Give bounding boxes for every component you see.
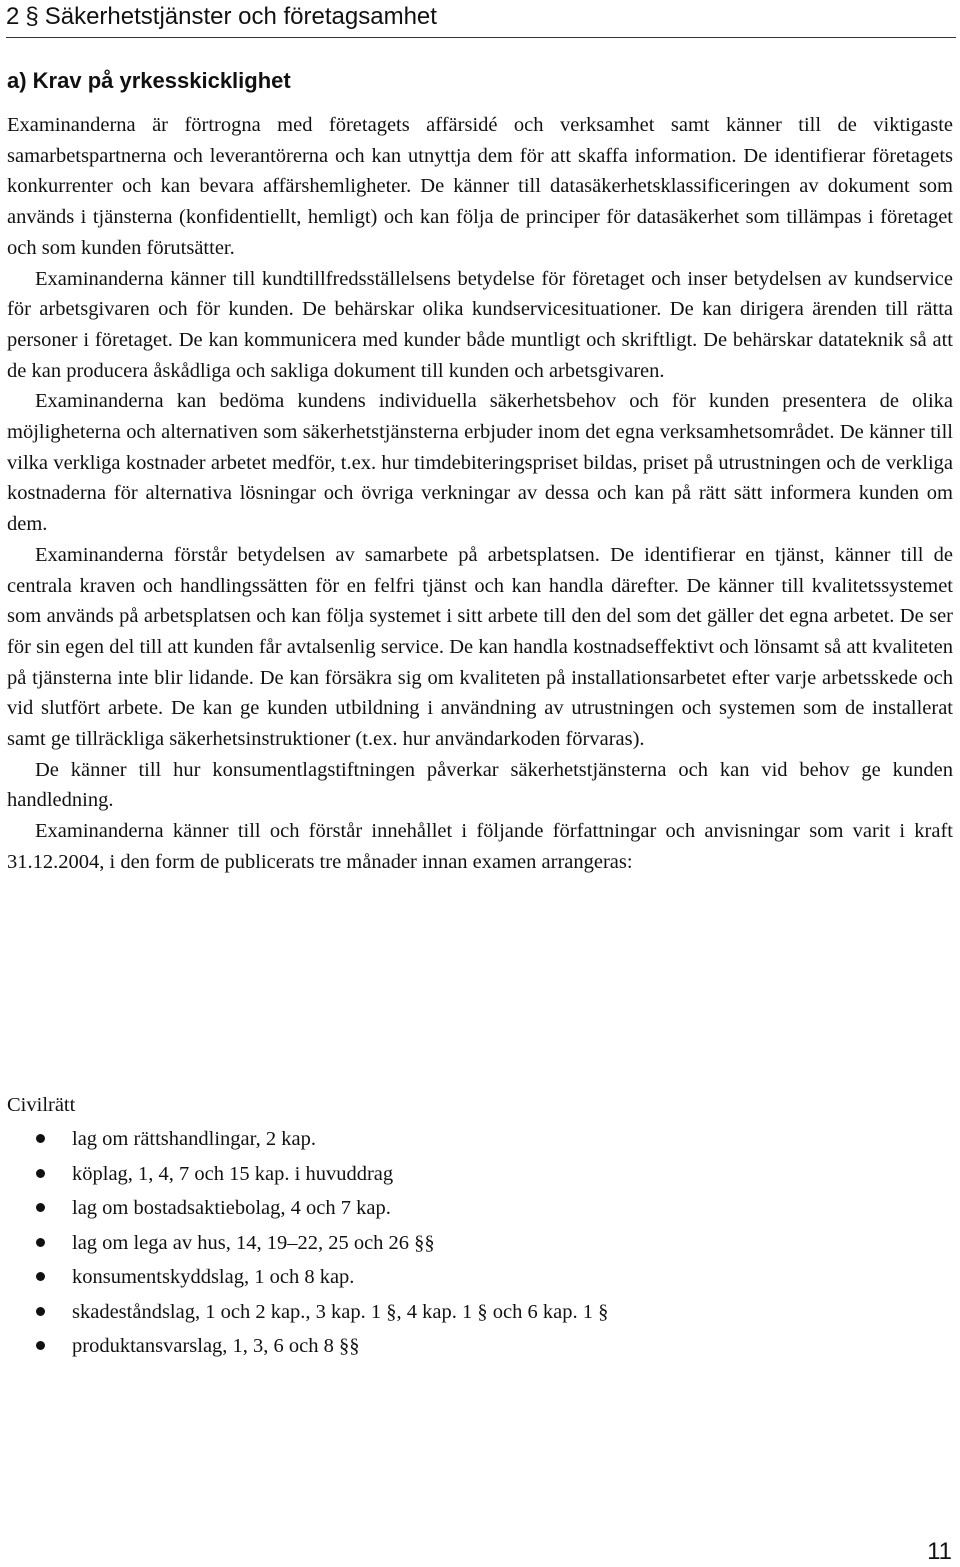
- page-number: 11: [927, 1538, 952, 1565]
- paragraph-customer-service: Examinanderna känner till kundtillfredsställelsens betydelse för företaget och inser betydelsen av kundservice för arbetsgivaren och för kunden. De behärskar olika kundservicesituationer. De kan dirigera ärenden till rätta personer i företaget. De kan kommunicera med kunder både muntligt och skriftligt. De behärskar datateknik så att de kan producera åskådliga och sakliga dokument till kunden och arbetsgivaren.: [7, 267, 953, 382]
- list-item-text: lag om lega av hus, 14, 19–22, 25 och 26 §§: [72, 1231, 435, 1254]
- list-item: [0, 1124, 608, 1159]
- list-item-text: lag om rättshandlingar, 2 kap.: [72, 1128, 316, 1150]
- chapter-title: Säkerhetstjänster och företagsamhet: [44, 3, 437, 30]
- section-sign: §: [25, 3, 39, 30]
- list-item: [0, 1228, 608, 1263]
- section-heading: a) Krav på yrkesskicklighet: [7, 68, 291, 93]
- civil-law-heading: Civilrätt: [7, 1094, 76, 1116]
- bullet-icon: [36, 1203, 45, 1212]
- paragraph-regulations: Examinanderna känner till och förstår innehållet i följande författningar och anvisningar som varit i kraft 31.12.2004, i den form de publicerats tre månader innan examen arrangeras:: [7, 820, 953, 873]
- list-item: [0, 1193, 608, 1228]
- paragraph-business-idea: Examinanderna är förtrogna med företagets affärsidé och verksamhet samt känner till de viktigaste samarbetspartnerna och leverantörerna och kan utnyttja dem för att skaffa information. De identifierar företagets konkurrenter och kan bevara affärshemligheter. De känner till datasäkerhetsklassificeringen av dokument som används i tjänsterna (konfidentiellt, hemligt) och kan följa de principer för datasäkerhet som tillämpas i företaget och som kunden förutsätter.: [7, 114, 953, 259]
- list-item-text: skadeståndslag, 1 och 2 kap., 3 kap. 1 §, 4 kap. 1 § och 6 kap. 1 §: [72, 1300, 609, 1323]
- list-item-text: köplag, 1, 4, 7 och 15 kap. i huvuddrag: [72, 1162, 394, 1185]
- paragraph-cooperation: Examinanderna förstår betydelsen av samarbete på arbetsplatsen. De identifierar en tjänst, känner till de centrala kraven och handlingssätten för en felfri tjänst och kan handla därefter. De känner till kvalitetssystemet som används på arbetsplatsen och kan följa systemet i sitt arbete till den del som det gäller det egna arbetet. De ser för sin egen del till att kunden får avtalsenlig service. De kan handla kostnadseffektivt och lönsamt så att kvaliteten på tjänsterna inte blir lidande. De kan försäkra sig om kvaliteten på installationsarbetet efter varje arbetsskede och vid slutfört arbete. De kan ge kunden utbildning i användning av utrustningen och systemen som de installerat samt ge tillräckliga säkerhetsinstruktioner (t.ex. hur användarkoden förvaras).: [7, 543, 953, 751]
- bullet-icon: [36, 1134, 45, 1143]
- list-item-text: lag om bostadsaktiebolag, 4 och 7 kap.: [72, 1197, 391, 1219]
- civil-law-list: [0, 1124, 608, 1366]
- paragraph-security-needs: Examinanderna kan bedöma kundens individuella säkerhetsbehov och för kunden presentera de olika möjligheterna och alternativen som säkerhetstjänsterna erbjuder inom det egna verksamhetsområdet. De känner till vilka verkliga kostnader arbetet medför, t.ex. hur timdebiteringspriset bildas, priset på utrustningen och de verkliga kostnaderna för alternativa lösningar och övriga verkningar av dessa och kan på rätt sätt informera kunden om dem.: [7, 390, 953, 536]
- body-text: [7, 110, 953, 878]
- list-item-text: konsumentskyddslag, 1 och 8 kap.: [72, 1266, 355, 1288]
- list-item-text: produktansvarslag, 1, 3, 6 och 8 §§: [72, 1335, 360, 1357]
- bullet-icon: [36, 1341, 45, 1350]
- list-item: [0, 1262, 608, 1297]
- list-item: [0, 1297, 608, 1332]
- list-item: [0, 1159, 608, 1194]
- chapter-header: [6, 0, 956, 38]
- list-item: [0, 1331, 608, 1366]
- bullet-icon: [36, 1307, 45, 1316]
- bullet-icon: [36, 1272, 45, 1281]
- paragraph-consumer-law: De känner till hur konsumentlagstiftningen påverkar säkerhetstjänsterna och kan vid behov ge kunden handledning.: [7, 758, 953, 812]
- bullet-icon: [36, 1238, 45, 1247]
- bullet-icon: [36, 1169, 45, 1178]
- chapter-number: 2: [6, 3, 20, 30]
